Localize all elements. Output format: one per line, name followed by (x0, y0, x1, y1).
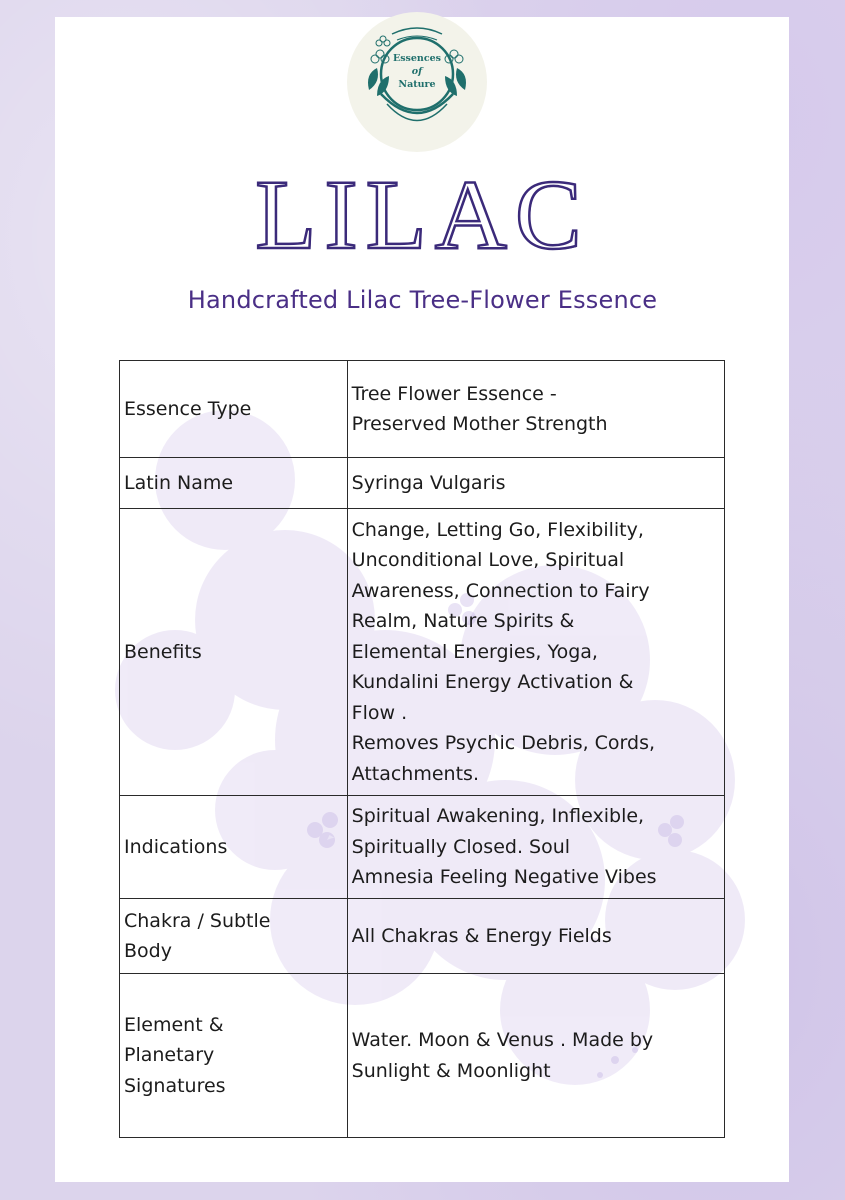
row-value: Tree Flower Essence - Preserved Mother Strength (347, 361, 724, 458)
table-row (120, 458, 725, 509)
logo-line-1: Essences (392, 53, 442, 64)
logo-line-2: of (411, 66, 423, 77)
row-label: Benefits (120, 509, 348, 796)
row-label: Essence Type (120, 361, 348, 458)
row-value: Syringa Vulgaris (347, 458, 724, 509)
table-row (120, 509, 725, 796)
logo-line-3: Nature (398, 79, 436, 90)
row-label: Latin Name (120, 458, 348, 509)
essence-properties-table (119, 360, 725, 1138)
row-value: Spiritual Awakening, Inflexible, Spiritually Closed. Soul Amnesia Feeling Negative Vibes (347, 796, 724, 899)
table-row (120, 974, 725, 1138)
row-value: Change, Letting Go, Flexibility, Unconditional Love, Spiritual Awareness, Connection to Fairy Realm, Nature Spirits & Elemental Energies, Yoga, Kundalini Energy Activation & Flow . Removes Psychic Debris, Cords, Attachments. (347, 509, 724, 796)
row-value: Water. Moon & Venus . Made by Sunlight & Moonlight (347, 974, 724, 1138)
brand-logo (347, 12, 487, 152)
table-row (120, 899, 725, 974)
page-subtitle: Handcrafted Lilac Tree-Flower Essence (187, 286, 658, 314)
table-row (120, 796, 725, 899)
row-label: Indications (120, 796, 348, 899)
logo-text (383, 52, 451, 91)
row-value: All Chakras & Energy Fields (347, 899, 724, 974)
row-label: Chakra / Subtle Body (120, 899, 348, 974)
table-row (120, 361, 725, 458)
page-title: LILAC (255, 159, 590, 270)
row-label: Element & Planetary Signatures (120, 974, 348, 1138)
